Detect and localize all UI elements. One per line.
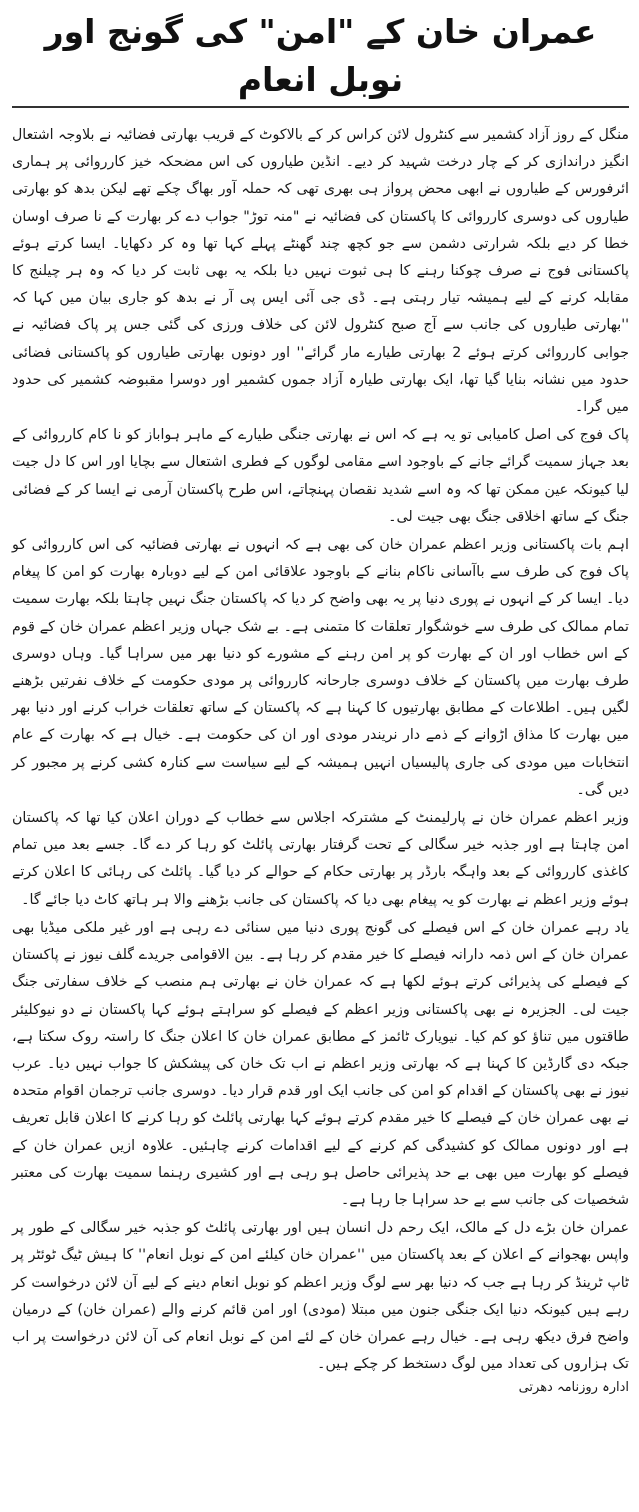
paragraph-2: پاک فوج کی اصل کامیابی تو یہ ہے کہ اس نے بھارتی جنگی طیارے کے ماہر ہواباز کو نا کام کارروائی کے بعد جہاز سمیت گرائے جانے کے باوجود اسے مقامی لوگوں کے فطری اشتعال سے بچایا اور اس کا دل جیت لیا کیونکہ عین ممکن تھا کہ وہ اسے شدید نقصان پہنچاتے، اس طرح پاکستان آرمی نے ایسا کر کے فضائی جنگ کے ساتھ اخلاقی جنگ بھی جیت لی۔ bbox=[12, 427, 629, 525]
paragraph-1: منگل کے روز آزاد کشمیر سے کنٹرول لائن کراس کر کے بالاکوٹ کے قریب بھارتی فضائیہ نے بلاوجہ اشتعال انگیز دراندازی کر کے چار درخت شہید کر دیے۔ انڈین طیاروں کی اس مضحکہ خیز کارروائی پر ہماری ائرفورس کے طیاروں نے ابھی محض پرواز ہی بھری تھی کہ حملہ آور بھاگ چکے تھے لیکن بدھ کو بھارتی طیاروں کی دوسری کارروائی کا پاکستان کی فضائیہ نے "منہ توڑ" جواب دے کر بھارت کے نا صرف اوسان خطا کر دیے بلکہ شرارتی دشمن سے جو کچھ چند گھنٹے پہلے کہا تھا وہ کر دکھایا۔ ایسا کرتے ہوئے پاکستانی فوج نے صرف چوکنا رہنے کا ہی ثبوت نہیں دیا بلکہ یہ بھی ثابت کر دیا کہ وہ ہر چیلنج کا مقابلہ کرنے کے لیے ہمیشہ تیار رہتی ہے۔ ڈی جی آئی ایس پی آر نے بدھ کو جاری بیان میں کہا کہ ''بھارتی طیاروں کی جانب سے آج صبح کنٹرول لائن کی خلاف ورزی کی گئی جس پر پاک فضائیہ نے جوابی کارروائی کرتے ہوئے 2 بھارتی طیارے مار گرائے'' اور دونوں بھارتی طیاروں کو پاکستانی فضائی حدود میں نشانہ بنایا گیا تھا، ایک بھارتی طیارہ آزاد جموں کشمیر اور دوسرا مقبوضہ کشمیر کی حدود میں گرا۔ bbox=[12, 127, 629, 416]
paragraph-4: وزیر اعظم عمران خان نے پارلیمنٹ کے مشترکہ اجلاس سے خطاب کے دوران اعلان کیا تھا کہ پاکستان امن چاہتا ہے اور جذبہ خیر سگالی کے تحت گرفتار بھارتی پائلٹ کو رہا کر دے گا۔ جسے بعد میں تمام کاغذی کارروائی کے بعد واہگہ بارڈر پر بھارتی حکام کے حوالے کر دیا گیا۔ پائلٹ کی رہائی کا اعلان کرتے ہوئے وزیر اعظم نے بھارت کو یہ پیغام بھی دیا کہ پاکستان کی جانب بڑھنے والا ہر ہاتھ کاٹ دیا جائے گا۔ bbox=[12, 810, 629, 908]
article-body bbox=[12, 122, 629, 1378]
article-title: عمران خان کے "امن" کی گونج اور نوبل انعام bbox=[12, 8, 629, 108]
paragraph-6: عمران خان بڑے دل کے مالک، ایک رحم دل انسان ہیں اور بھارتی پائلٹ کو جذبہ خیر سگالی کے طور پر واپس بھجوانے کے اعلان کے بعد پاکستان میں ''عمران خان کیلئے امن کے نوبل انعام'' کا ہیش ٹیگ ٹوئٹر پر ٹاپ ٹرینڈ کر رہا ہے جب کہ دنیا بھر سے لوگ وزیر اعظم کو نوبل انعام دینے کے لیے آن لائن درخواست کر رہے ہیں کیونکہ دنیا ایک جنگی جنون میں مبتلا (مودی) اور امن قائم کرنے والے (عمران خان) کے درمیان واضح فرق دیکھ رہی ہے۔ خیال رہے عمران خان کے لئے امن کے نوبل انعام کی آن لائن درخواست پر اب تک ہزاروں کی تعداد میں لوگ دستخط کر چکے ہیں۔ bbox=[12, 1220, 629, 1373]
article-signature: ادارہ روزنامہ دھرتی bbox=[518, 1380, 629, 1396]
paragraph-5: یاد رہے عمران خان کے اس فیصلے کی گونج پوری دنیا میں سنائی دے رہی ہے اور غیر ملکی میڈیا بھی عمران خان کے اس ذمہ دارانہ فیصلے کا خیر مقدم کر رہا ہے۔ بین الاقوامی جریدے گلف نیوز نے پاکستان کے فیصلے کی پذیرائی کرتے ہوئے لکھا ہے کہ عمران خان نے بھارتی ہم منصب کے خلاف سفارتی جنگ جیت لی۔ الجزیرہ نے بھی پاکستانی وزیر اعظم کے فیصلے کو سراہتے ہوئے کہا پاکستان نے دو نیوکلیئر طاقتوں میں تناؤ کو کم کیا۔ نیویارک ٹائمز کے مطابق عمران خان کا اعلان جنگ کا راستہ روک سکتا ہے، جبکہ دی گارڈین کا کہنا ہے کہ بھارتی وزیر اعظم نے اب تک خان کی پیشکش کا جواب نہیں دیا۔ عرب نیوز نے بھی پاکستان کے اقدام کو امن کی جانب ایک اور قدم قرار دیا۔ دوسری جانب ترجمان اقوام متحدہ نے بھی عمران خان کے فیصلے کا خیر مقدم کرتے ہوئے کہا بھارتی پائلٹ کو رہا کرنے کا اعلان قابل تعریف ہے اور دونوں ممالک کو کشیدگی کم کرنے کے لیے اقدامات کرنے چاہئیں۔ علاوہ ازیں عمران خان کے فیصلے کو بھارت میں بھی بے حد پذیرائی حاصل ہو رہی ہے اور کشیری رہنما سمیت بھارت کی معتبر شخصیات کی جانب سے بے حد سراہا جا رہا ہے۔ bbox=[12, 919, 629, 1208]
title-wrap bbox=[12, 8, 629, 108]
paragraph-3: اہم بات پاکستانی وزیر اعظم عمران خان کی بھی ہے کہ انہوں نے بھارتی فضائیہ کی اس کارروائی کو پاک فوج کی طرف سے باآسانی ناکام بنانے کے باوجود علاقائی امن کے لیے دوبارہ بھارت کو امن کا پیغام دیا۔ ایسا کر کے انہوں نے پوری دنیا پر یہ بھی واضح کر دیا کہ پاکستان جنگ نہیں چاہتا بلکہ بھارت سمیت تمام ممالک کی طرف سے خوشگوار تعلقات کا متمنی ہے۔ بے شک جہاں وزیر اعظم عمران خان کے قوم کے اس خطاب اور ان کے بھارت کو پر امن رہنے کے مشورے کو دنیا بھر میں سراہا گیا۔ وہاں دوسری طرف بھارت میں پاکستان کے خلاف دوسری جارحانہ کارروائی پر مودی حکومت کے خلاف نفرتیں بڑھنے لگیں ہیں۔ اطلاعات کے مطابق بھارتیوں کا کہنا ہے کہ پاکستان کے ساتھ تعلقات خراب کرنے اور دنیا بھر میں بھارت کا مذاق اڑوانے کے ذمے دار نریندر مودی اور ان کی حکومت ہے۔ خیال ہے کہ بھارت کے عام انتخابات میں مودی کی جاری پالیسیاں انہیں ہمیشہ کے لیے سیاست سے کنارہ کشی کرنے پر مجبور کر دیں گی۔ bbox=[12, 537, 629, 798]
